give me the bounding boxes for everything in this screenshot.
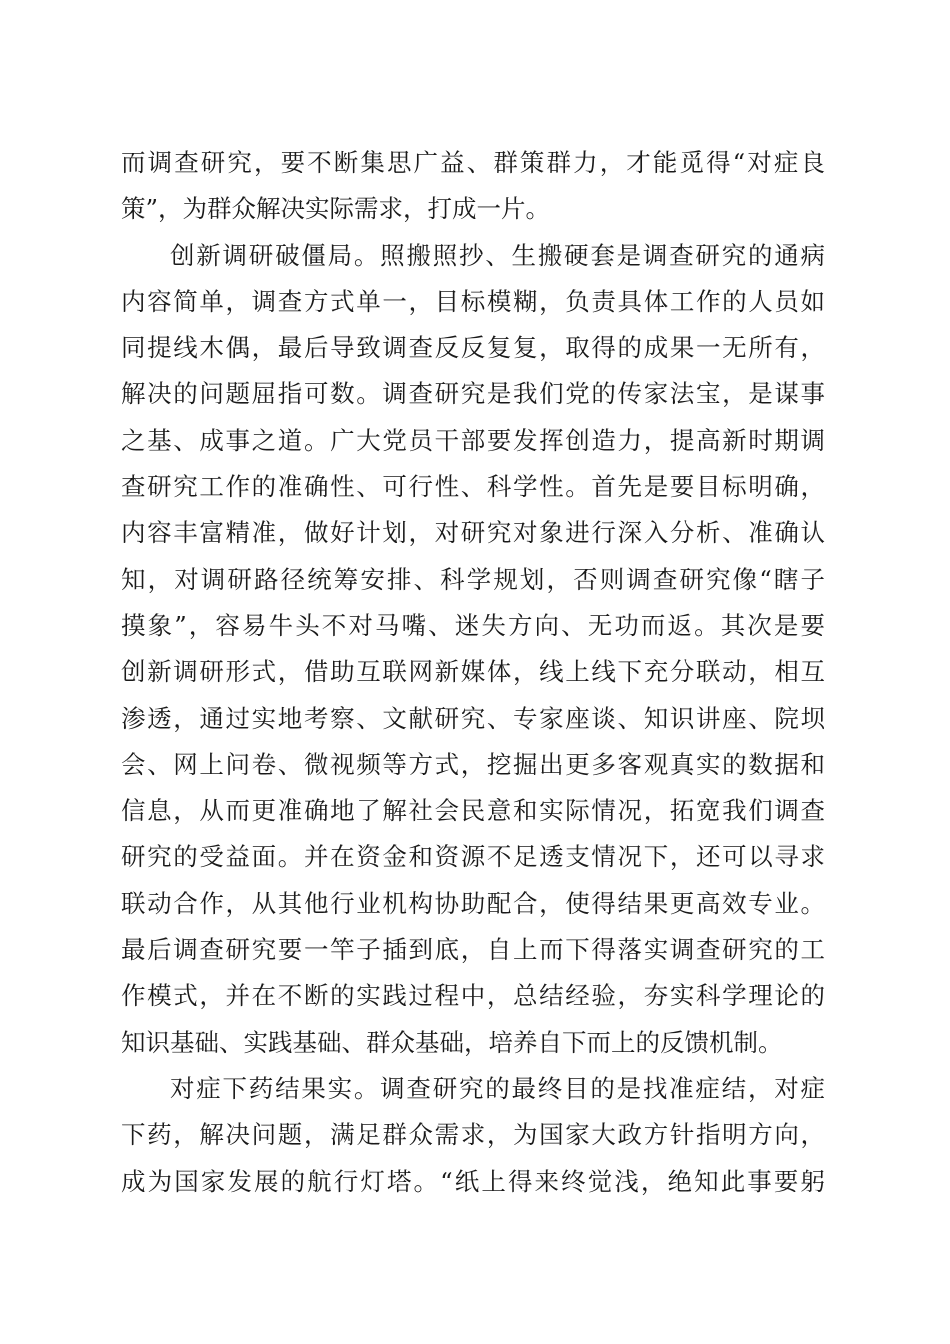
text-line: 创新调研形式，借助互联网新媒体，线上线下充分联动，相互	[121, 657, 825, 687]
paragraph-first-line: 对症下药结果实。调查研究的最终目的是找准症结，对症	[170, 1073, 825, 1103]
text-line: 最后调查研究要一竿子插到底，自上而下得落实调查研究的工	[121, 935, 825, 965]
text-line: 知，对调研路径统筹安排、科学规划，否则调查研究像“瞎子	[121, 564, 825, 594]
text-line: 策”，为群众解决实际需求，打成一片。	[121, 194, 551, 224]
text-line: 而调查研究，要不断集思广益、群策群力，才能觅得“对症良	[121, 148, 825, 177]
text-line: 渗透，通过实地考察、文献研究、专家座谈、知识讲座、院坝	[121, 703, 825, 733]
text-line: 研究的受益面。并在资金和资源不足透支情况下，还可以寻求	[121, 842, 825, 872]
paragraph-first-line: 创新调研破僵局。照搬照抄、生搬硬套是调查研究的通病	[170, 240, 825, 270]
text-line: 信息，从而更准确地了解社会民意和实际情况，拓宽我们调查	[121, 796, 825, 826]
text-line: 作模式，并在不断的实践过程中，总结经验，夯实科学理论的	[121, 981, 825, 1011]
text-line: 摸象”，容易牛头不对马嘴、迷失方向、无功而返。其次是要	[121, 610, 825, 640]
text-line: 联动合作，从其他行业机构协助配合，使得结果更高效专业。	[121, 888, 825, 918]
text-line: 之基、成事之道。广大党员干部要发挥创造力，提高新时期调	[121, 425, 825, 455]
text-line: 下药，解决问题，满足群众需求，为国家大政方针指明方向，	[121, 1120, 825, 1150]
text-line: 内容丰富精准，做好计划，对研究对象进行深入分析、准确认	[121, 518, 825, 548]
text-line: 解决的问题屈指可数。调查研究是我们党的传家法宝，是谋事	[121, 379, 825, 409]
text-line: 会、网上问卷、微视频等方式，挖掘出更多客观真实的数据和	[121, 749, 825, 779]
body-text	[121, 140, 825, 1205]
text-line: 查研究工作的准确性、可行性、科学性。首先是要目标明确，	[121, 472, 825, 502]
text-line: 同提线木偶，最后导致调查反反复复，取得的成果一无所有，	[121, 333, 825, 363]
text-line: 知识基础、实践基础、群众基础，培养自下而上的反馈机制。	[121, 1027, 783, 1057]
text-line: 内容简单，调查方式单一，目标模糊，负责具体工作的人员如	[121, 286, 825, 316]
text-line: 成为国家发展的航行灯塔。“纸上得来终觉浅，绝知此事要躬	[121, 1166, 825, 1196]
